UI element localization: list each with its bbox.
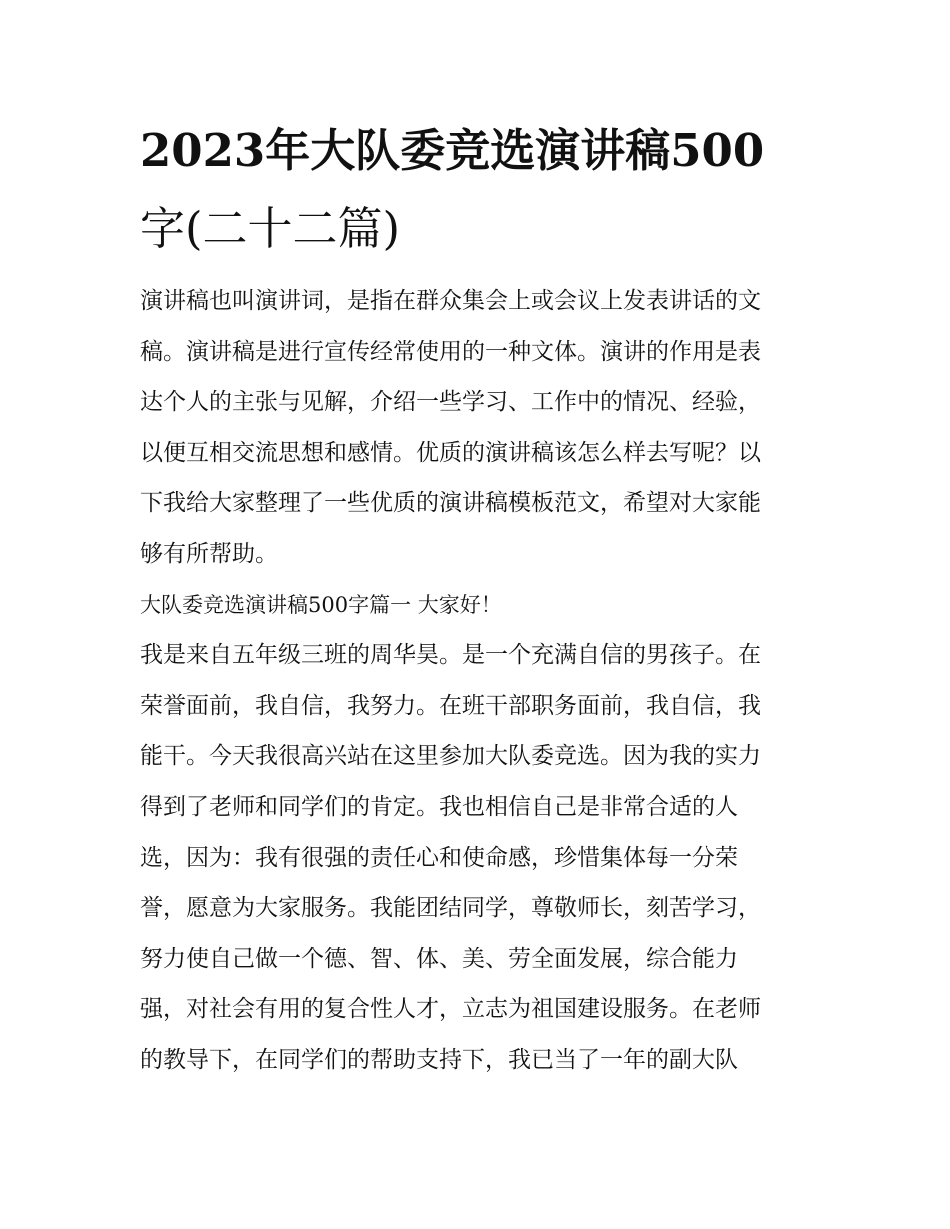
body-line: 的教导下，在同学们的帮助支持下，我已当了一年的副大队 (140, 1046, 738, 1073)
body-line: 强，对社会有用的复合性人才，立志为祖国建设服务。在老师 (140, 996, 761, 1023)
document-body (140, 276, 820, 1086)
body-line: 我是来自五年级三班的周华昊。是一个充满自信的男孩子。在 (140, 642, 761, 669)
body-line: 演讲稿也叫演讲词，是指在群众集会上或会议上发表讲话的文 (140, 288, 761, 314)
body-line: 努力使自己做一个德、智、体、美、劳全面发展，综合能力 (140, 945, 738, 972)
body-line: 以便互相交流思想和感情。优质的演讲稿该怎么样去写呢？以 (140, 439, 761, 466)
body-line: 得到了老师和同学们的肯定。我也相信自己是非常合适的人 (140, 793, 738, 820)
body-line: 够有所帮助。 (140, 540, 278, 567)
title-line-1: 2023年大队委竞选演讲稿500 (140, 124, 765, 177)
body-line: 稿。演讲稿是进行宣传经常使用的一种文体。演讲的作用是表 (140, 338, 761, 365)
section-heading: 大队委竞选演讲稿500字篇一 大家好！ (140, 592, 502, 617)
body-line: 选，因为：我有很强的责任心和使命感，珍惜集体每一分荣 (140, 844, 738, 871)
body-line: 下我给大家整理了一些优质的演讲稿模板范文，希望对大家能 (140, 490, 761, 517)
title-line-2: 字(二十二篇) (140, 202, 401, 255)
body-line: 能干。今天我很高兴站在这里参加大队委竞选。因为我的实力 (140, 743, 761, 770)
body-line: 达个人的主张与见解，介绍一些学习、工作中的情况、经验， (140, 389, 761, 416)
body-line: 誉，愿意为大家服务。我能团结同学，尊敬师长，刻苦学习， (140, 895, 761, 922)
document-title (140, 112, 830, 268)
body-line: 荣誉面前，我自信，我努力。在班干部职务面前，我自信，我 (140, 692, 761, 719)
